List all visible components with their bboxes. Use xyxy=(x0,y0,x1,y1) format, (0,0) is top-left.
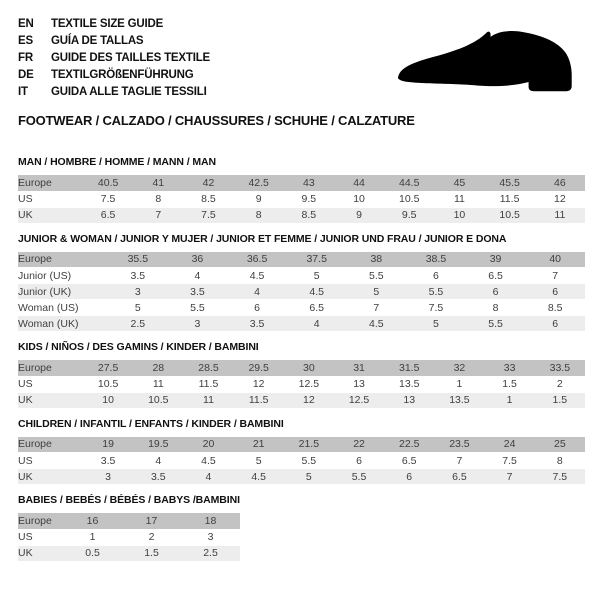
row-label: US xyxy=(18,453,83,469)
size-value: 11.5 xyxy=(183,376,233,392)
size-value: 31.5 xyxy=(384,360,434,376)
size-value: 42 xyxy=(183,175,233,191)
size-value: 11.5 xyxy=(485,191,535,207)
language-label: GUIDE DES TAILLES TEXTILE xyxy=(51,51,210,64)
size-value: 38 xyxy=(347,252,407,268)
row-label: Europe xyxy=(18,437,83,453)
size-value: 23.5 xyxy=(434,437,484,453)
table-row xyxy=(18,392,585,408)
size-value: 6.5 xyxy=(287,300,347,316)
size-value: 6.5 xyxy=(384,453,434,469)
size-value: 42.5 xyxy=(234,175,284,191)
size-value: 8 xyxy=(535,453,585,469)
size-value: 8.5 xyxy=(525,300,585,316)
size-table-section xyxy=(18,494,585,562)
size-value: 4.5 xyxy=(287,284,347,300)
size-value: 9.5 xyxy=(284,191,334,207)
table-row xyxy=(18,252,585,268)
size-table-section xyxy=(18,156,585,224)
size-value: 45 xyxy=(434,175,484,191)
size-value: 6 xyxy=(525,316,585,332)
row-label: UK xyxy=(18,469,83,485)
size-value: 24 xyxy=(485,437,535,453)
size-value: 37.5 xyxy=(287,252,347,268)
size-value: 10.5 xyxy=(384,191,434,207)
table-row xyxy=(18,360,585,376)
language-label: GUIDA ALLE TAGLIE TESSILI xyxy=(51,85,207,98)
size-value: 28 xyxy=(133,360,183,376)
size-value: 16 xyxy=(63,513,122,529)
size-value: 5.5 xyxy=(466,316,526,332)
size-value: 46 xyxy=(535,175,585,191)
size-value: 17 xyxy=(122,513,181,529)
size-value: 6.5 xyxy=(434,469,484,485)
size-value: 10.5 xyxy=(133,392,183,408)
shoe-icon xyxy=(393,23,583,101)
size-value: 10 xyxy=(83,392,133,408)
size-value: 8 xyxy=(133,191,183,207)
row-label: US xyxy=(18,529,63,545)
size-value: 35.5 xyxy=(108,252,168,268)
size-value: 10 xyxy=(434,207,484,223)
language-code: IT xyxy=(18,85,28,98)
size-value: 45.5 xyxy=(485,175,535,191)
table-row xyxy=(18,268,585,284)
table-row xyxy=(18,469,585,485)
size-value: 1 xyxy=(434,376,484,392)
category-header: FOOTWEAR / CALZADO / CHAUSSURES / SCHUHE / CALZATURE xyxy=(18,113,415,128)
size-value: 4.5 xyxy=(347,316,407,332)
table-row xyxy=(18,453,585,469)
size-value: 5.5 xyxy=(334,469,384,485)
size-value: 6 xyxy=(334,453,384,469)
size-value: 2 xyxy=(122,529,181,545)
size-table-section xyxy=(18,233,585,333)
size-value: 21 xyxy=(234,437,284,453)
language-label: TEXTILGRÖßENFÜHRUNG xyxy=(51,68,194,81)
size-value: 11 xyxy=(183,392,233,408)
size-value: 8.5 xyxy=(284,207,334,223)
size-value: 12 xyxy=(234,376,284,392)
table-row xyxy=(18,175,585,191)
size-value: 10.5 xyxy=(83,376,133,392)
row-label: US xyxy=(18,191,83,207)
size-table xyxy=(18,437,585,486)
size-value: 3 xyxy=(181,529,240,545)
size-value: 41 xyxy=(133,175,183,191)
size-value: 10 xyxy=(334,191,384,207)
row-label: Woman (US) xyxy=(18,300,108,316)
size-value: 19.5 xyxy=(133,437,183,453)
size-value: 12 xyxy=(535,191,585,207)
size-value: 36 xyxy=(168,252,228,268)
table-row xyxy=(18,437,585,453)
size-value: 7 xyxy=(434,453,484,469)
size-value: 7 xyxy=(133,207,183,223)
table-title: JUNIOR & WOMAN / JUNIOR Y MUJER / JUNIOR ET FEMME / JUNIOR UND FRAU / JUNIOR E DONA xyxy=(18,232,507,245)
size-value: 44 xyxy=(334,175,384,191)
size-value: 1.5 xyxy=(485,376,535,392)
size-value: 2 xyxy=(535,376,585,392)
size-table-section xyxy=(18,341,585,409)
row-label: Europe xyxy=(18,252,108,268)
size-value: 3.5 xyxy=(168,284,228,300)
size-value: 28.5 xyxy=(183,360,233,376)
size-value: 5.5 xyxy=(284,453,334,469)
table-row xyxy=(18,545,240,561)
size-value: 0.5 xyxy=(63,545,122,561)
size-value: 33.5 xyxy=(535,360,585,376)
table-row xyxy=(18,376,585,392)
size-value: 1 xyxy=(485,392,535,408)
size-value: 18 xyxy=(181,513,240,529)
size-value: 11.5 xyxy=(234,392,284,408)
size-value: 5.5 xyxy=(347,268,407,284)
size-value: 11 xyxy=(535,207,585,223)
size-value: 11 xyxy=(434,191,484,207)
size-value: 5 xyxy=(284,469,334,485)
table-row xyxy=(18,207,585,223)
size-value: 6 xyxy=(384,469,434,485)
size-value: 6 xyxy=(227,300,287,316)
size-value: 31 xyxy=(334,360,384,376)
row-label: Woman (UK) xyxy=(18,316,108,332)
size-value: 38.5 xyxy=(406,252,466,268)
size-value: 7.5 xyxy=(406,300,466,316)
size-value: 3 xyxy=(168,316,228,332)
table-row xyxy=(18,191,585,207)
size-value: 11 xyxy=(133,376,183,392)
table-title: MAN / HOMBRE / HOMME / MANN / MAN xyxy=(18,156,216,168)
size-value: 13.5 xyxy=(384,376,434,392)
table-title: CHILDREN / INFANTIL / ENFANTS / KINDER / BAMBINI xyxy=(18,417,284,430)
size-value: 9 xyxy=(334,207,384,223)
size-value: 5 xyxy=(347,284,407,300)
size-value: 5 xyxy=(108,300,168,316)
size-value: 33 xyxy=(485,360,535,376)
table-row xyxy=(18,513,240,529)
size-value: 43 xyxy=(284,175,334,191)
size-value: 6.5 xyxy=(466,268,526,284)
size-value: 13 xyxy=(334,376,384,392)
size-value: 4.5 xyxy=(183,453,233,469)
size-value: 32 xyxy=(434,360,484,376)
size-table xyxy=(18,175,585,224)
size-value: 2.5 xyxy=(108,316,168,332)
size-value: 6 xyxy=(525,284,585,300)
size-value: 19 xyxy=(83,437,133,453)
size-table-section xyxy=(18,418,585,486)
size-value: 8 xyxy=(466,300,526,316)
size-value: 8 xyxy=(234,207,284,223)
size-value: 6 xyxy=(466,284,526,300)
table-title: BABIES / BEBÉS / BÉBÉS / BABYS /BAMBINI xyxy=(18,494,240,506)
size-value: 4.5 xyxy=(227,268,287,284)
size-value: 25 xyxy=(535,437,585,453)
size-value: 8.5 xyxy=(183,191,233,207)
size-value: 40 xyxy=(525,252,585,268)
size-table xyxy=(18,360,585,409)
table-row xyxy=(18,284,585,300)
size-value: 5.5 xyxy=(168,300,228,316)
row-label: UK xyxy=(18,207,83,223)
size-value: 7.5 xyxy=(183,207,233,223)
size-value: 3 xyxy=(108,284,168,300)
language-code: FR xyxy=(18,51,33,64)
size-value: 12 xyxy=(284,392,334,408)
table-row xyxy=(18,300,585,316)
size-value: 20 xyxy=(183,437,233,453)
size-value: 1.5 xyxy=(122,545,181,561)
size-value: 1.5 xyxy=(535,392,585,408)
size-value: 6.5 xyxy=(83,207,133,223)
size-value: 4 xyxy=(227,284,287,300)
size-value: 9 xyxy=(234,191,284,207)
size-value: 5 xyxy=(406,316,466,332)
size-table xyxy=(18,513,240,562)
size-value: 39 xyxy=(466,252,526,268)
size-value: 7.5 xyxy=(485,453,535,469)
size-value: 30 xyxy=(284,360,334,376)
size-value: 10.5 xyxy=(485,207,535,223)
row-label: US xyxy=(18,376,83,392)
row-label: Europe xyxy=(18,360,83,376)
size-value: 4.5 xyxy=(234,469,284,485)
table-row xyxy=(18,529,240,545)
language-label: TEXTILE SIZE GUIDE xyxy=(51,17,164,30)
size-value: 22 xyxy=(334,437,384,453)
size-value: 29.5 xyxy=(234,360,284,376)
size-value: 3.5 xyxy=(83,453,133,469)
size-value: 4 xyxy=(287,316,347,332)
size-value: 22.5 xyxy=(384,437,434,453)
size-value: 12.5 xyxy=(334,392,384,408)
size-value: 36.5 xyxy=(227,252,287,268)
size-value: 3 xyxy=(83,469,133,485)
row-label: Europe xyxy=(18,513,63,529)
row-label: Europe xyxy=(18,175,83,191)
language-code: ES xyxy=(18,34,33,47)
row-label: Junior (US) xyxy=(18,268,108,284)
language-label: GUÍA DE TALLAS xyxy=(51,34,144,47)
size-value: 21.5 xyxy=(284,437,334,453)
size-value: 4 xyxy=(183,469,233,485)
size-value: 5.5 xyxy=(406,284,466,300)
size-value: 6 xyxy=(406,268,466,284)
size-tables xyxy=(18,156,585,562)
size-value: 4 xyxy=(133,453,183,469)
language-code: DE xyxy=(18,68,34,81)
size-value: 7.5 xyxy=(83,191,133,207)
size-value: 3.5 xyxy=(108,268,168,284)
size-value: 7.5 xyxy=(535,469,585,485)
size-value: 3.5 xyxy=(227,316,287,332)
row-label: Junior (UK) xyxy=(18,284,108,300)
size-value: 44.5 xyxy=(384,175,434,191)
size-value: 3.5 xyxy=(133,469,183,485)
size-value: 12.5 xyxy=(284,376,334,392)
language-code: EN xyxy=(18,17,34,30)
size-value: 5 xyxy=(287,268,347,284)
size-value: 9.5 xyxy=(384,207,434,223)
table-row xyxy=(18,316,585,332)
size-value: 2.5 xyxy=(181,545,240,561)
size-value: 5 xyxy=(234,453,284,469)
size-value: 1 xyxy=(63,529,122,545)
size-value: 7 xyxy=(525,268,585,284)
size-value: 27.5 xyxy=(83,360,133,376)
size-value: 4 xyxy=(168,268,228,284)
size-value: 7 xyxy=(347,300,407,316)
row-label: UK xyxy=(18,392,83,408)
row-label: UK xyxy=(18,545,63,561)
size-value: 7 xyxy=(485,469,535,485)
table-title: KIDS / NIÑOS / DES GAMINS / KINDER / BAMBINI xyxy=(18,341,259,353)
size-value: 40.5 xyxy=(83,175,133,191)
size-table xyxy=(18,252,585,333)
size-value: 13.5 xyxy=(434,392,484,408)
size-value: 13 xyxy=(384,392,434,408)
